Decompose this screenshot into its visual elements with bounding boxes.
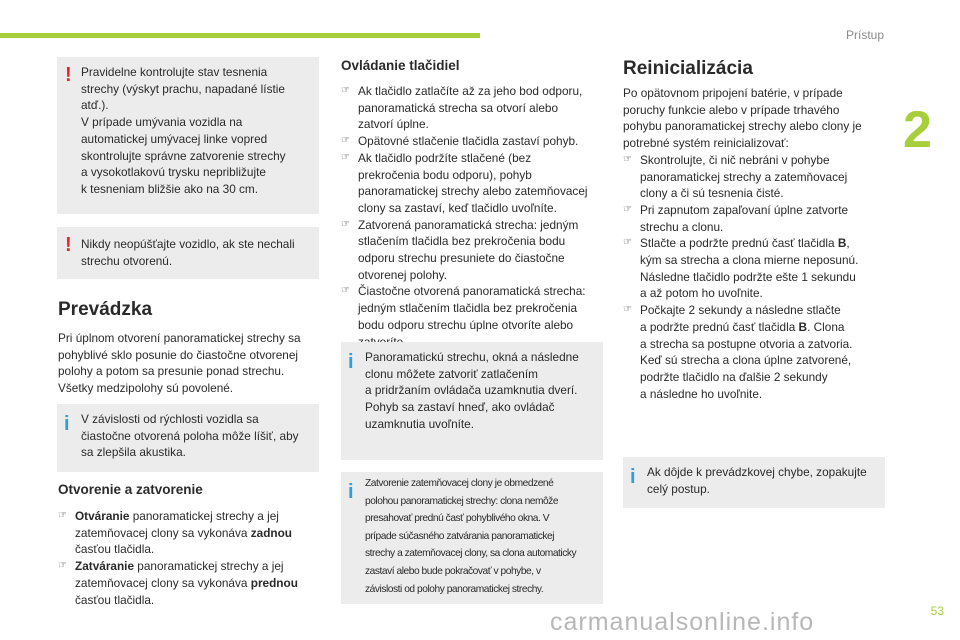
list-item: ☞ Ak tlačidlo podržíte stlačené (bez prekročenia bodu odporu), pohyb panoramatickej strechy alebo zatemňovacej clony sa zastaví, keď tlačidlo uvoľníte. (341, 150, 588, 215)
info-text: V závislosti od rýchlosti vozidla sa čiastočne otvorená poloha môže líšiť, aby sa zlepšila akustika. (81, 412, 299, 460)
pointer-icon: ☞ (623, 153, 632, 165)
pointer-icon: ☞ (341, 85, 350, 96)
info-icon: i (348, 351, 354, 373)
warning-text: Nikdy neopúšťajte vozidlo, ak ste nechali strechu otvorenú. (81, 237, 295, 268)
list-item: ☞ Opätovné stlačenie tlačidla zastaví pohyb. (341, 134, 579, 149)
pointer-icon: ☞ (341, 285, 350, 297)
info-icon: i (348, 481, 354, 503)
pointer-icon: ☞ (341, 218, 350, 230)
info-icon: i (630, 466, 636, 488)
chapter-number: 2 (903, 101, 932, 159)
watermark: carmanualsonline.info (550, 608, 815, 636)
heading-prevadzka: Prevádzka (58, 299, 153, 320)
pointer-icon: ☞ (623, 203, 632, 215)
open-close-list (58, 508, 320, 608)
heading-ovladanie: Ovládanie tlačidiel (341, 58, 460, 73)
list-item: ☞ Pri zapnutom zapaľovaní úplne zatvorte strechu a clonu. (623, 202, 849, 234)
info-box-blind (341, 472, 603, 604)
info-box-lock (341, 342, 603, 460)
header-accent-bar (0, 33, 480, 38)
heading-reinicializacia: Reinicializácia (623, 58, 753, 79)
pointer-icon: ☞ (341, 135, 350, 147)
reinit-text: Po opätovnom pripojení batérie, v prípade poruchy funkcie alebo v prípade trhavého pohybu panoramatickej strechy alebo clony je potrebné systém reinicializovať: ☞ Skontrolujte, či nič nebráni v pohybe panoramatickej strechy a zatemňovacej clony a či sú tesnenia čisté. ☞ Pri zapnutom zapaľovaní úplne zatvorte strechu a clonu. ☞ Stlačte a podržte prednú časť tlačidla B, kým sa strecha a clona mierne neposunú. Následne tlačidlo podržte ešte 1 sekundu a až potom ho uvoľnite. ☞ Počkajte 2 sekundy a následne stlačte a podržte prednú časť tlačidla B. Clona a strecha sa postupne otvoria a zatvoria. Keď sú strecha a clona úplne zatvorené, podržte tlačidlo na ďalšie 2 sekundy a následne ho uvoľnite. (623, 85, 885, 402)
pointer-icon: ☞ (58, 560, 67, 572)
pointer-icon: ☞ (341, 151, 350, 163)
info-box-speed (57, 404, 319, 472)
info-icon: i (64, 413, 70, 435)
warning-icon: ! (65, 234, 72, 256)
info-text: Zatvorenie zatemňovacej clony je obmedzené polohou panoramatickej strechy: clona nemôže presahovať prednú časť pohyblivého okna. V prípade súčasného zatvárania panoramatickej strechy a zatemňovacej clony, sa clona automaticky zastaví alebo bude pokračovať v pohybe, v závislosti od polohy panoramatickej strechy. (365, 478, 577, 595)
controls-list (341, 83, 603, 350)
warning-box-cleaning (57, 57, 319, 214)
list-item: ☞ Otváranie panoramatickej strechy a jej zatemňovacej clony sa vykonáva zadnou časťou tlačidla. (58, 509, 293, 557)
page-number: 53 (930, 604, 944, 618)
pointer-icon: ☞ (623, 304, 632, 316)
info-text: Panoramatickú strechu, okná a následne clonu môžete zatvoriť zatlačením a pridržaním ovládača uzamknutia dverí. Pohyb sa zastaví hneď, ako ovládač uzamknutia uvoľníte. (365, 350, 579, 431)
list-item: ☞ Zatvorená panoramatická strecha: jedným stlačením tlačidla bez prekročenia bodu odporu strechu presuniete do čiastočne otvorenej polohy. (341, 217, 579, 282)
pointer-icon: ☞ (623, 237, 632, 249)
info-text: Ak dôjde k prevádzkovej chybe, zopakujte celý postup. (647, 465, 867, 496)
warning-icon: ! (65, 64, 72, 86)
warning-text: Pravidelne kontrolujte stav tesnenia strechy (výskyt prachu, napadané lístie atď.). V prípade umývania vozidla na automatickej umývacej linke vopred skontrolujte správne zatvorenie strechy a vysokotlakovú trysku nepribližujte k tesneniam bližšie ako na 30 cm. (81, 65, 286, 196)
list-item: ☞ Zatváranie panoramatickej strechy a jej zatemňovacej clony sa vykonáva prednou časťou tlačidla. (58, 559, 298, 607)
list-item: ☞ Stlačte a podržte prednú časť tlačidla B, kým sa strecha a clona mierne neposunú. Následne tlačidlo podržte ešte 1 sekundu a až potom ho uvoľnite. (623, 236, 859, 301)
warning-box-leave (57, 227, 319, 279)
list-item: ☞ Ak tlačidlo zatlačíte až za jeho bod odporu, panoramatická strecha sa otvorí alebo zatvorí úplne. (341, 84, 583, 132)
info-box-error (623, 457, 885, 508)
section-label: Prístup (845, 28, 884, 42)
pointer-icon: ☞ (58, 510, 67, 521)
paragraph-prevadzka: Pri úplnom otvorení panoramatickej strechy sa pohyblivé sklo posunie do čiastočne otvorenej polohy a potom sa presunie ponad strechu. Všetky medzipolohy sú povolené. (58, 331, 301, 396)
list-item: ☞ Skontrolujte, či nič nebráni v pohybe panoramatickej strechy a zatemňovacej clony a či sú tesnenia čisté. (623, 152, 848, 201)
list-item: ☞ Počkajte 2 sekundy a následne stlačte a podržte prednú časť tlačidla B. Clona a strecha sa postupne otvoria a zatvoria. Keď sú strecha a clona úplne zatvorené, podržte tlačidlo na ďalšie 2 sekundy a následne ho uvoľnite. (623, 303, 853, 401)
subheading-open-close: Otvorenie a zatvorenie (58, 482, 203, 497)
list-item: ☞ Čiastočne otvorená panoramatická strecha: jedným stlačením tlačidla bez prekročenia bodu odporu strechu úplne otvoríte alebo (341, 284, 586, 332)
